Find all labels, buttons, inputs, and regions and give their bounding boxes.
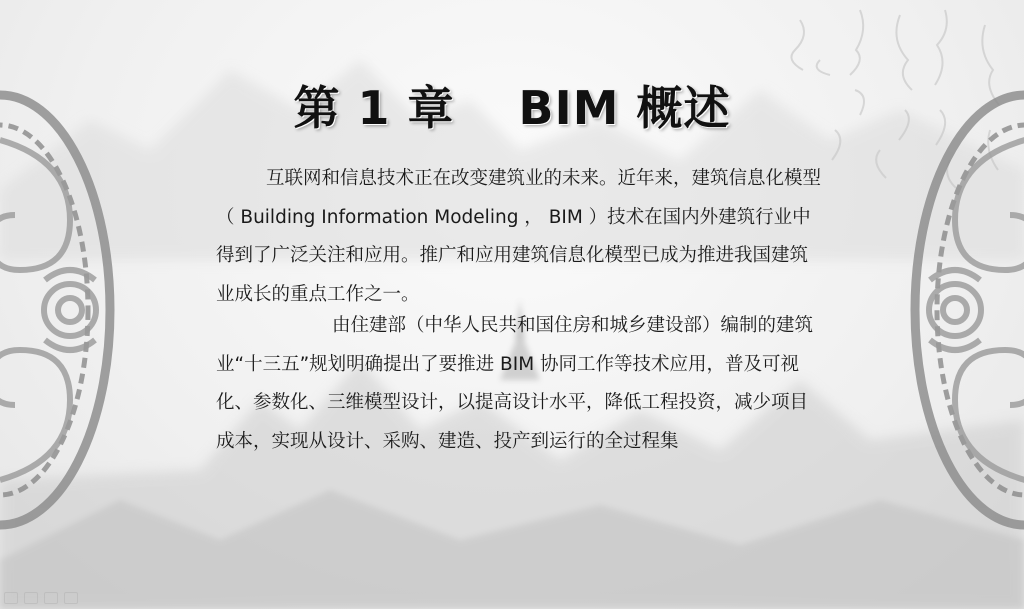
body-paragraph-2: 由住建部（中华人民共和国住房和城乡建设部）编制的建筑业“十三五”规划明确提出了要推进 BIM 协同工作等技术应用，普及可视化、参数化、三维模型设计，以提高设计水平，降低工程投资，减少项目成本，实现从设计、采购、建造、投产到运行的全过程集 — [216, 315, 814, 452]
slide-title: 第 1 章 BIM 概述 — [293, 81, 731, 135]
pen-icon[interactable] — [24, 592, 38, 604]
slides-icon[interactable] — [44, 592, 58, 604]
pointer-icon[interactable] — [4, 592, 18, 604]
more-icon[interactable] — [64, 592, 78, 604]
chinese-ornament-medallion — [0, 80, 120, 540]
body-paragraph-1: 互联网和信息技术正在改变建筑业的未来。近年来，建筑信息化模型（ Building Information Modeling ， BIM ）技术在国内外建筑行业中得到了广泛关注和应用。推广和应用建筑信息化模型已成为推进我国建筑业成长的重点工作之一。 — [216, 168, 822, 305]
chinese-ornament-medallion — [905, 80, 1024, 540]
slideshow-toolbar — [0, 590, 94, 606]
